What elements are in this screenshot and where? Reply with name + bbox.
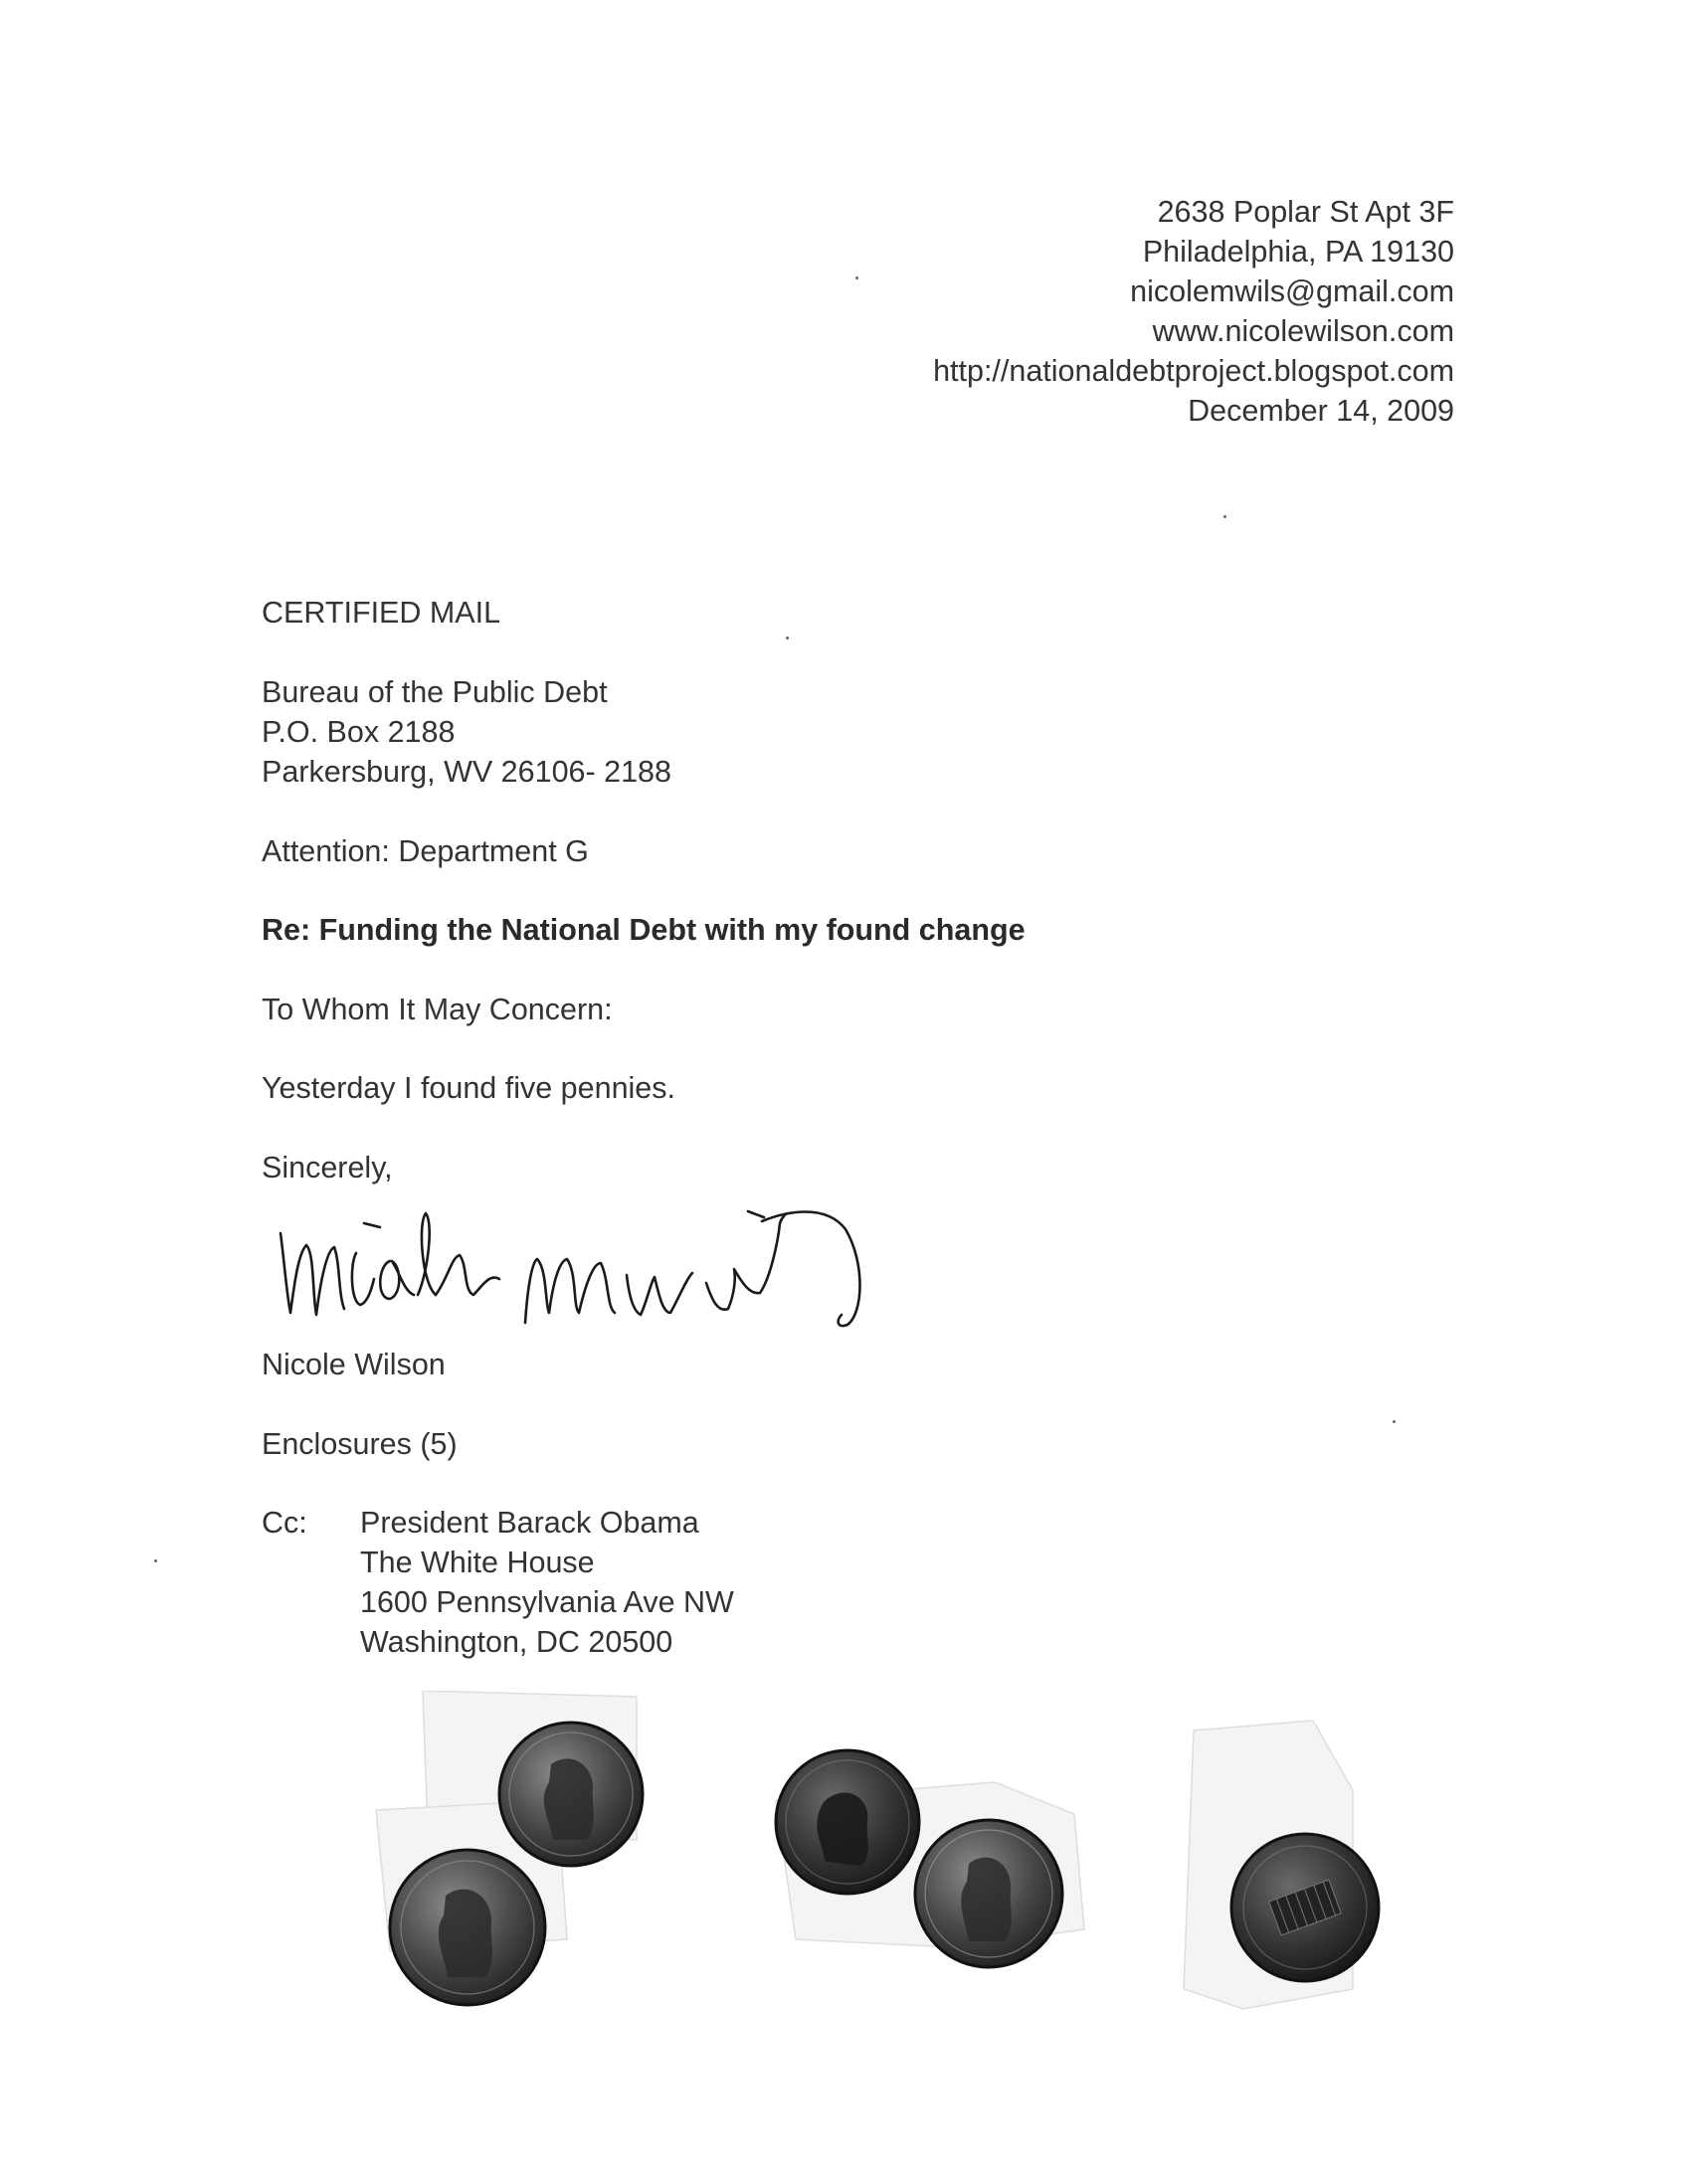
sender-block (933, 192, 1454, 431)
salutation: To Whom It May Concern: (262, 993, 613, 1026)
sender-address-line2: Philadelphia, PA 19130 (1142, 235, 1454, 269)
recipient-block (262, 672, 671, 792)
cc-line: President Barack Obama (360, 1506, 699, 1540)
subject-line: Re: Funding the National Debt with my found change (262, 913, 1026, 947)
delivery-method: CERTIFIED MAIL (262, 596, 501, 630)
cc-address (360, 1503, 734, 1662)
signer-name: Nicole Wilson (262, 1348, 446, 1381)
cc-label: Cc: (262, 1506, 307, 1540)
letter-date: December 14, 2009 (1188, 394, 1454, 428)
sender-address-line1: 2638 Poplar St Apt 3F (1157, 195, 1454, 229)
handwritten-signature (269, 1183, 865, 1333)
scan-speck (786, 637, 789, 639)
cc-line: Washington, DC 20500 (360, 1625, 673, 1659)
cc-line: The White House (360, 1546, 595, 1579)
penny-1 (499, 1723, 643, 1866)
scan-speck (154, 1559, 157, 1562)
scan-speck (1223, 515, 1226, 518)
penny-3 (776, 1750, 919, 1894)
penny-4 (915, 1820, 1062, 1967)
recipient-name: Bureau of the Public Debt (262, 675, 608, 709)
closing: Sincerely, (262, 1151, 393, 1184)
enclosures-note: Enclosures (5) (262, 1427, 458, 1461)
sender-blog: http://nationaldebtproject.blogspot.com (933, 354, 1454, 388)
sender-email: nicolemwils@gmail.com (1130, 274, 1454, 308)
message-body: Yesterday I found five pennies. (262, 1071, 675, 1105)
penny-2 (390, 1850, 545, 2005)
cc-line: 1600 Pennsylvania Ave NW (360, 1585, 734, 1619)
sender-website: www.nicolewilson.com (1152, 314, 1454, 348)
scan-speck (855, 276, 858, 279)
enclosed-pennies (0, 1691, 1691, 2089)
attention-line: Attention: Department G (262, 834, 589, 868)
penny-5 (1231, 1834, 1379, 1981)
recipient-city-line: Parkersburg, WV 26106- 2188 (262, 755, 671, 789)
recipient-po-box: P.O. Box 2188 (262, 715, 456, 749)
scan-speck (1393, 1420, 1396, 1423)
